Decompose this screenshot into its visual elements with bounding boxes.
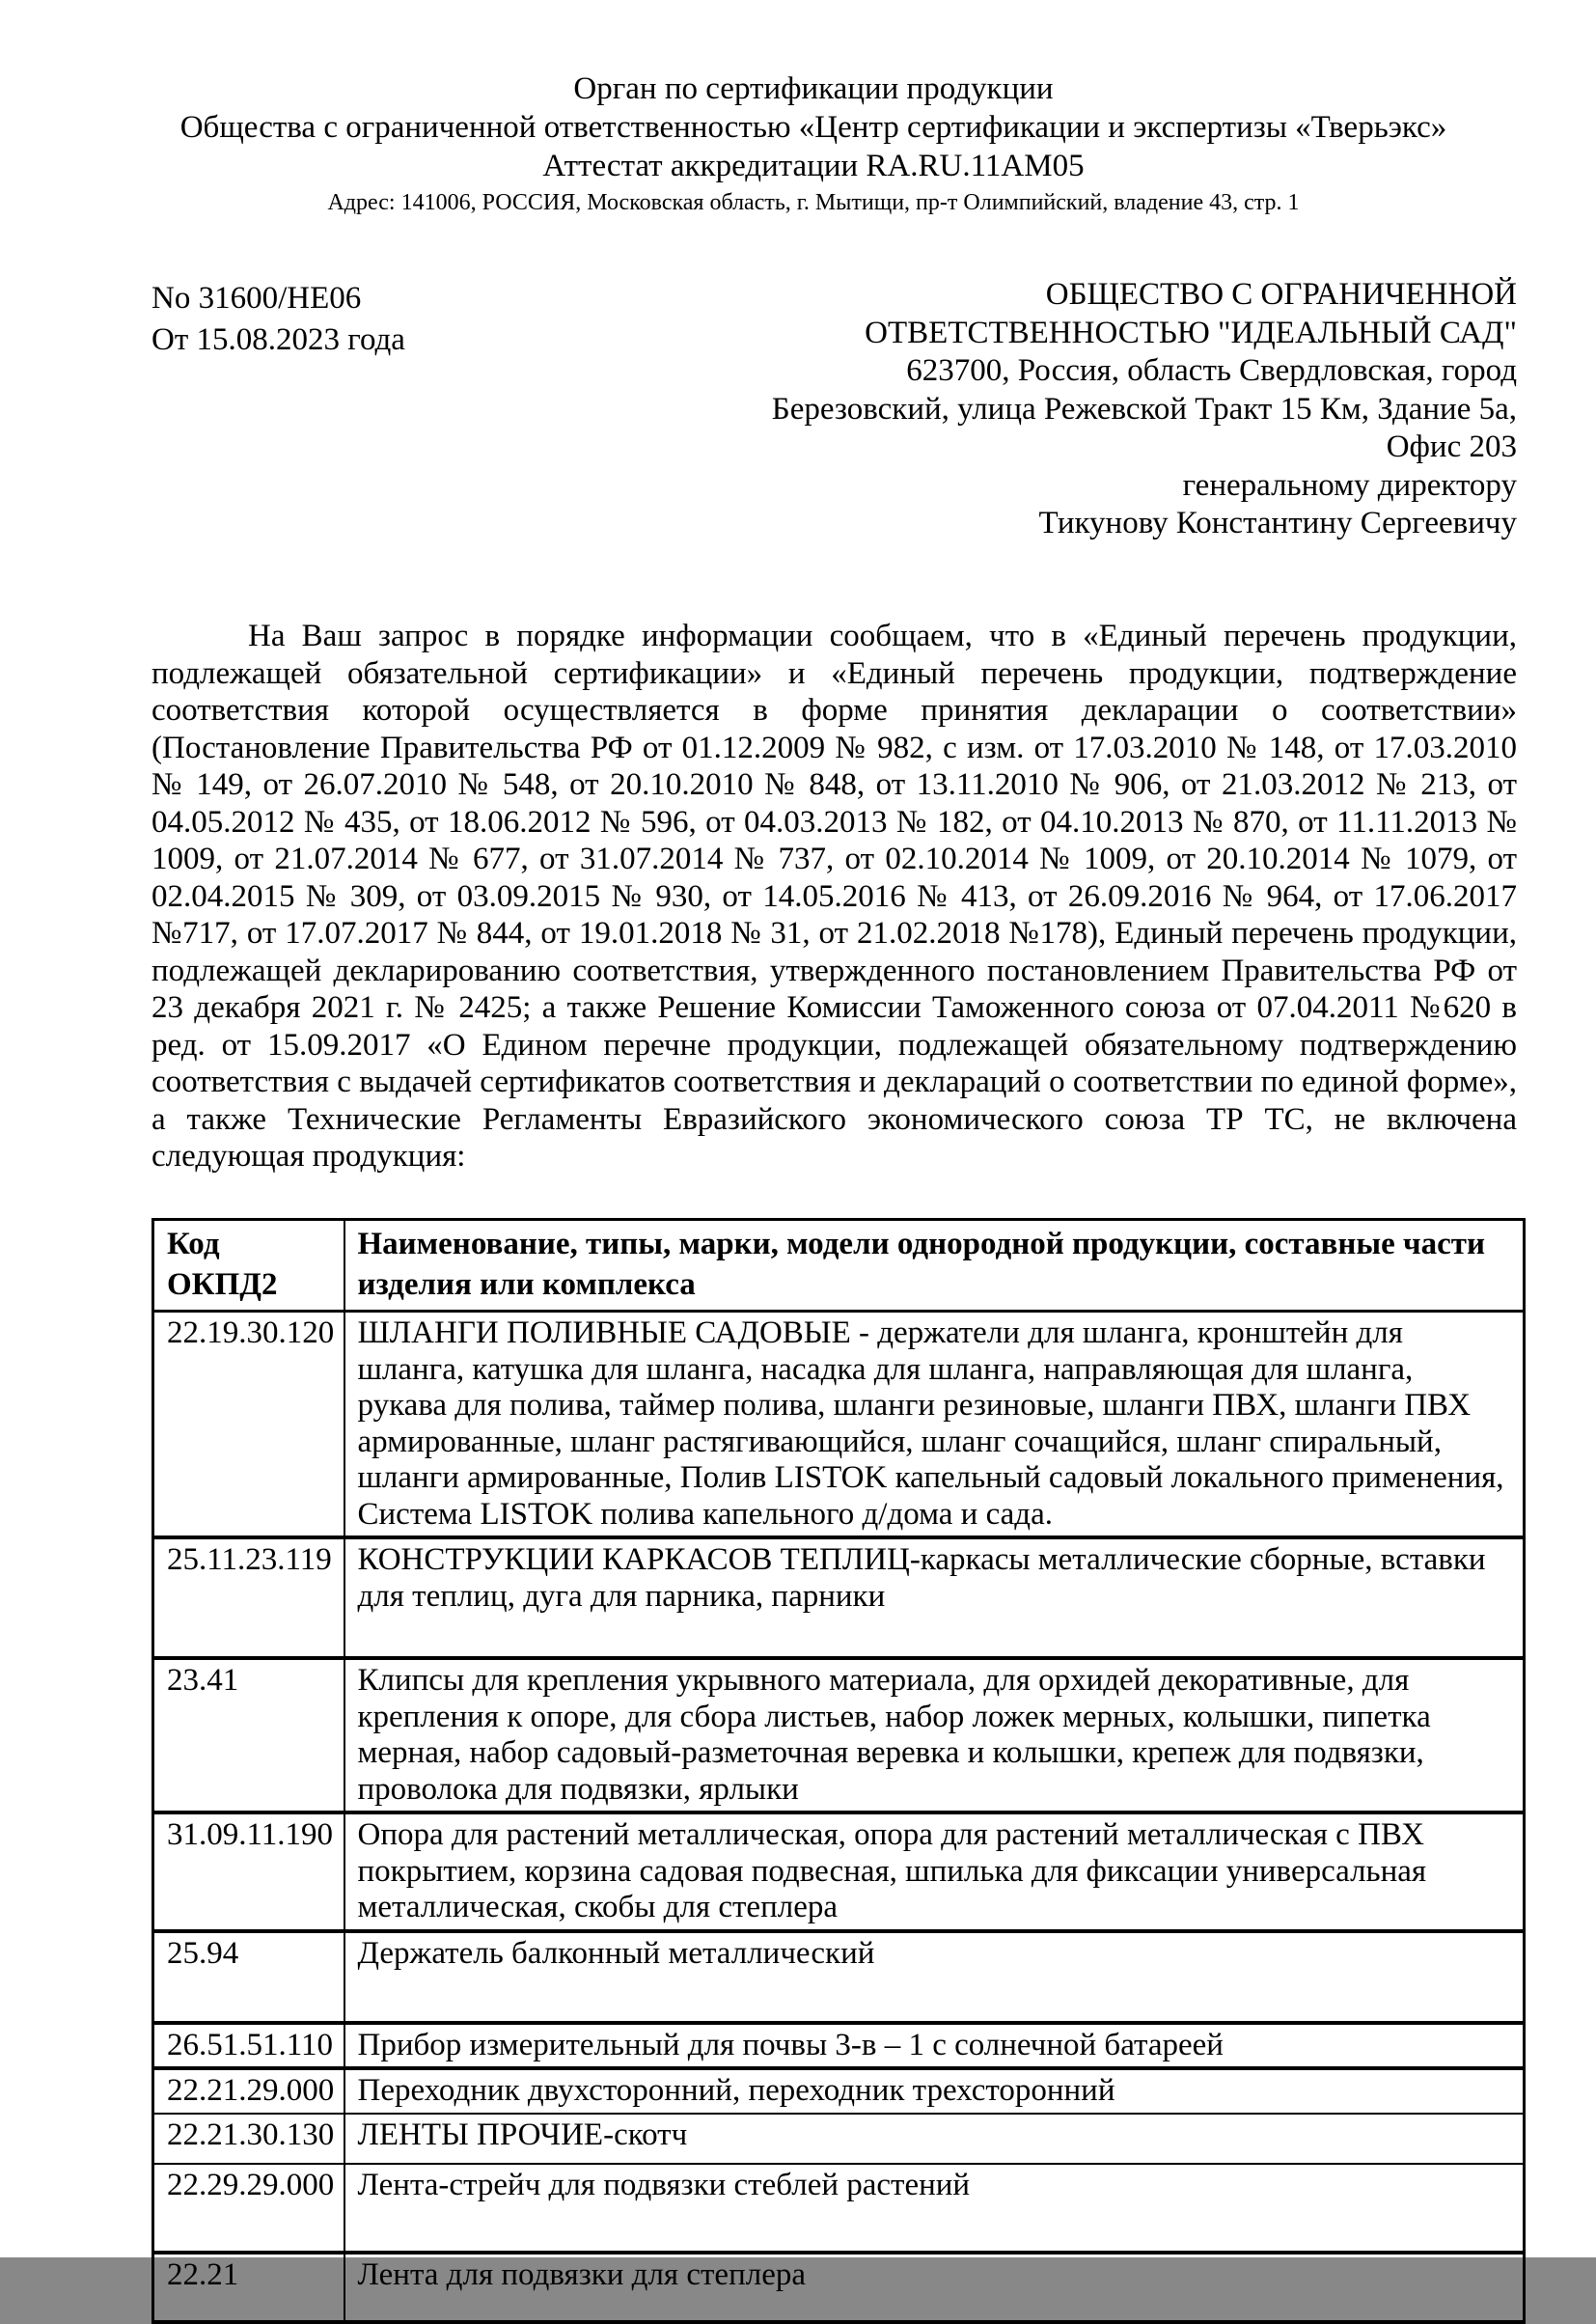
okpd2-code-cell: 23.41	[167, 1663, 239, 1698]
okpd2-code-cell: 22.21	[167, 2256, 239, 2292]
product-name-cell: ШЛАНГИ ПОЛИВНЫЕ САДОВЫЕ - держатели для шланга, кронштейн для шланга, катушка для шланга, насадка для шланга, направляющая для шланга, рукава для полива, таймер полива, шланги резиновые, шланги ПВХ, шланги ПВХ армированные, шланг растягивающийся, шланг сочащийся, шланг спиральный, шланги армированные, Полив LISTOK капельный садовый локального применения, Система LISTOK полива капельного д/дома и сада.	[344, 1312, 1525, 1538]
table-row	[153, 2164, 1525, 2253]
okpd2-code-cell: 22.29.29.000	[167, 2167, 335, 2202]
reference-block	[151, 278, 405, 361]
products-table	[151, 1218, 1526, 2324]
okpd2-code-cell: 25.11.23.119	[167, 1542, 332, 1577]
recipient-line: Березовский, улица Режевской Тракт 15 Км, Здание 5а,	[771, 391, 1517, 427]
okpd2-code-cell: 26.51.51.110	[167, 2027, 334, 2062]
letter-number: No 31600/НЕ06	[151, 281, 362, 316]
letterhead-address: Адрес: 141006, РОССИЯ, Московская область, г. Мытищи, пр-т Олимпийский, владение 43, стр. 1	[327, 190, 1300, 215]
okpd2-code-cell: 22.21.29.000	[167, 2073, 335, 2108]
letterhead-org-line: Орган по сертификации продукции	[573, 71, 1054, 106]
table-row	[153, 2114, 1525, 2164]
okpd2-code-cell: 22.19.30.120	[167, 1315, 335, 1350]
column-header-code: Код ОКПД2	[167, 1227, 278, 1302]
product-name-cell: Держатель балконный металлический	[344, 1931, 1525, 2023]
letterhead-company-line: Общества с ограниченной ответственностью «Центр сертификации и экспертизы «Тверьэкс»	[179, 110, 1447, 145]
recipient-line: Тикунову Константину Сергеевичу	[1038, 506, 1517, 540]
product-name-cell: Лента для подвязки для степлера	[344, 2253, 1525, 2322]
table-row	[153, 1658, 1525, 1812]
recipient-line: генеральному директору	[1182, 467, 1517, 503]
table-row	[153, 2068, 1525, 2114]
letterhead	[116, 69, 1511, 218]
okpd2-code-cell: 25.94	[167, 1935, 239, 1971]
recipient-line: ОТВЕТСТВЕННОСТЬЮ "ИДЕАЛЬНЫЙ САД"	[865, 315, 1517, 350]
product-name-cell: Клипсы для крепления укрывного материала, для орхидей декоративные, для крепления к опоре, для сбора листьев, набор ложек мерных, колышки, пипетка мерная, набор садовый-разметочная веревка и колышки, крепеж для подвязки, проволока для подвязки, ярлыки	[344, 1658, 1525, 1812]
product-name-cell: Переходник двухсторонний, переходник трехсторонний	[344, 2068, 1525, 2114]
product-name-cell: Прибор измерительный для почвы 3-в – 1 с солнечной батареей	[344, 2023, 1525, 2069]
okpd2-code-cell: 22.21.30.130	[167, 2116, 335, 2152]
body-paragraph: На Ваш запрос в порядке информации сообщаем, что в «Единый перечень продукции, подлежащей обязательной сертификации» и «Единый перечень продукции, подтверждение соответствия которой осуществляется в форме принятия декларации о соответствии» (Постановление Правительства РФ от 01.12.2009 № 982, с изм. от 17.03.2010 № 148, от 17.03.2010 № 149, от 26.07.2010 № 548, от 20.10.2010 № 848, от 13.11.2010 № 906, от 21.03.2012 № 213, от 04.05.2012 № 435, от 18.06.2012 № 596, от 04.03.2013 № 182, от 04.10.2013 № 870, от 11.11.2013 № 1009, от 21.07.2014 № 677, от 31.07.2014 № 737, от 02.10.2014 № 1009, от 20.10.2014 № 1079, от 02.04.2015 № 309, от 03.09.2015 № 930, от 14.05.2016 № 413, от 26.09.2016 № 964, от 17.06.2017 №717, от 17.07.2017 № 844, от 19.01.2018 № 31, от 21.02.2018 №178), Единый перечень продукции, подлежащей декларированию соответствия, утвержденного постановлением Правительства РФ от 23 декабря 2021 г. № 2425; а также Решение Комиссии Таможенного союза от 07.04.2011 №620 в ред. от 15.09.2017 «О Едином перечне продукции, подлежащей обязательному подтверждению соответствия с выдачей сертификатов соответствия и деклараций о соответствии по единой форме», а также Технические Регламенты Евразийского экономического союза ТР ТС, не включена следующая продукция:	[151, 619, 1517, 1174]
table-row	[153, 2253, 1525, 2322]
table-row	[153, 1812, 1525, 1931]
letter-date: От 15.08.2023 года	[151, 322, 405, 357]
table-row	[153, 2023, 1525, 2069]
column-header-name: Наименование, типы, марки, модели однородной продукции, составные части изделия или комплекса	[344, 1220, 1525, 1312]
product-name-cell: Опора для растений металлическая, опора для растений металлическая с ПВХ покрытием, корзина садовая подвесная, шпилька для фиксации универсальная металлическая, скобы для степлера	[344, 1812, 1525, 1931]
product-name-cell: ЛЕНТЫ ПРОЧИЕ-скотч	[344, 2114, 1525, 2164]
recipient-block	[591, 276, 1517, 543]
recipient-line: Офис 203	[1386, 429, 1517, 464]
okpd2-code-cell: 31.09.11.190	[167, 1817, 334, 1852]
recipient-line: 623700, Россия, область Свердловская, город	[906, 353, 1517, 388]
product-name-cell: Лента-стрейч для подвязки стеблей растений	[344, 2164, 1525, 2253]
table-row	[153, 1537, 1525, 1658]
table-row	[153, 1931, 1525, 2023]
letterhead-accreditation-line: Аттестат аккредитации RA.RU.11АМ05	[542, 149, 1085, 183]
products-table-header	[153, 1220, 1525, 1312]
recipient-line: ОБЩЕСТВО С ОГРАНИЧЕННОЙ	[1045, 277, 1517, 312]
table-row	[153, 1312, 1525, 1538]
product-name-cell: КОНСТРУКЦИИ КАРКАСОВ ТЕПЛИЦ-каркасы металлические сборные, вставки для теплиц, дуга для парника, парники	[344, 1537, 1525, 1658]
